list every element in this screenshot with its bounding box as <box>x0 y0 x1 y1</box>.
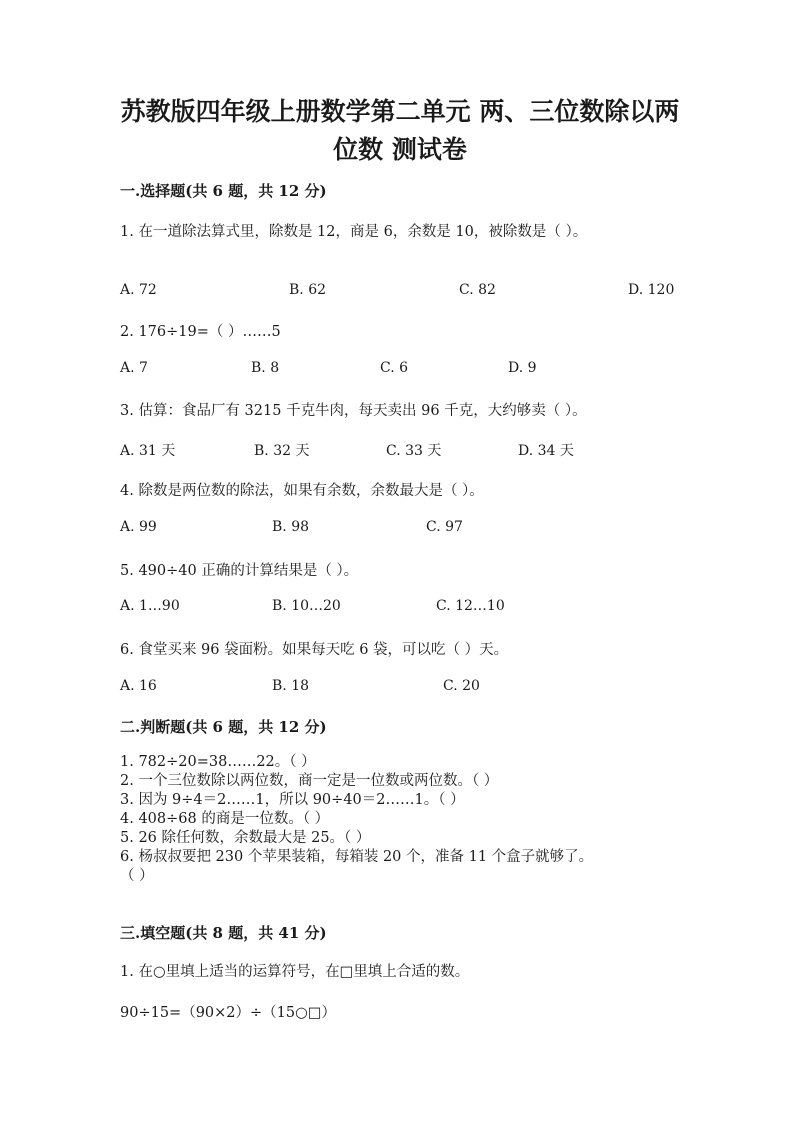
q4-option-c: C. 97 <box>426 519 463 535</box>
q3-option-c: C. 33 天 <box>386 443 442 459</box>
judge-item-2: 2. 一个三位数除以两位数，商一定是一位数或两位数。（ ） <box>120 773 499 789</box>
q1-option-d: D. 120 <box>628 282 675 298</box>
q1-option-a: A. 72 <box>120 282 157 298</box>
judge-item-3: 3. 因为 9÷4＝2……1，所以 90÷40＝2……1。（ ） <box>120 792 465 808</box>
q3-option-b: B. 32 天 <box>254 443 310 459</box>
page-title <box>90 93 710 169</box>
question-1: 1. 在一道除法算式里，除数是 12，商是 6，余数是 10，被除数是（ ）。 <box>120 224 588 240</box>
question-2: 2. 176÷19=（ ）……5 <box>120 324 281 340</box>
section-heading-choice: 一.选择题(共 6 题，共 12 分) <box>120 182 327 200</box>
question-4: 4. 除数是两位数的除法，如果有余数，余数最大是（ ）。 <box>120 483 484 499</box>
q3-option-d: D. 34 天 <box>518 443 574 459</box>
q6-option-a: A. 16 <box>120 678 157 694</box>
q2-option-b: B. 8 <box>251 360 280 376</box>
q6-option-c: C. 20 <box>443 678 480 694</box>
title-line-1: 苏教版四年级上册数学第二单元 两、三位数除以两 <box>120 97 680 126</box>
q2-option-c: C. 6 <box>380 360 409 376</box>
section-heading-fill: 三.填空题(共 8 题，共 41 分) <box>120 924 327 942</box>
q2-option-a: A. 7 <box>120 360 148 376</box>
judge-item-6: 6. 杨叔叔要把 230 个苹果装箱，每箱装 20 个，准备 11 个盒子就够了。 <box>120 849 594 865</box>
q1-option-c: C. 82 <box>459 282 496 298</box>
q4-option-a: A. 99 <box>120 519 157 535</box>
judge-item-5: 5. 26 除任何数，余数最大是 25。（ ） <box>120 830 371 846</box>
q5-option-c: C. 12…10 <box>436 598 505 614</box>
q5-option-a: A. 1…90 <box>120 598 180 614</box>
question-5: 5. 490÷40 正确的计算结果是（ ）。 <box>120 563 359 579</box>
q1-option-b: B. 62 <box>289 282 327 298</box>
question-6: 6. 食堂买来 96 袋面粉。如果每天吃 6 袋，可以吃（ ）天。 <box>120 642 509 658</box>
judge-item-6-blank: （ ） <box>120 868 154 884</box>
q5-option-b: B. 10…20 <box>272 598 341 614</box>
title-line-2: 位数 测试卷 <box>333 135 467 164</box>
q2-option-d: D. 9 <box>508 360 537 376</box>
judge-item-1: 1. 782÷20=38……22。（ ） <box>120 754 316 770</box>
q6-option-b: B. 18 <box>272 678 310 694</box>
fill-question-1-expression: 90÷15=（90×2）÷（15○□） <box>120 1005 336 1021</box>
q3-option-a: A. 31 天 <box>120 443 176 459</box>
fill-question-1: 1. 在○里填上适当的运算符号，在□里填上合适的数。 <box>120 964 470 980</box>
judge-item-4: 4. 408÷68 的商是一位数。（ ） <box>120 811 330 827</box>
section-heading-judgement: 二.判断题(共 6 题，共 12 分) <box>120 718 327 736</box>
question-3: 3. 估算：食品厂有 3215 千克牛肉，每天卖出 96 千克，大约够卖（ ）。 <box>120 403 587 419</box>
q4-option-b: B. 98 <box>272 519 310 535</box>
